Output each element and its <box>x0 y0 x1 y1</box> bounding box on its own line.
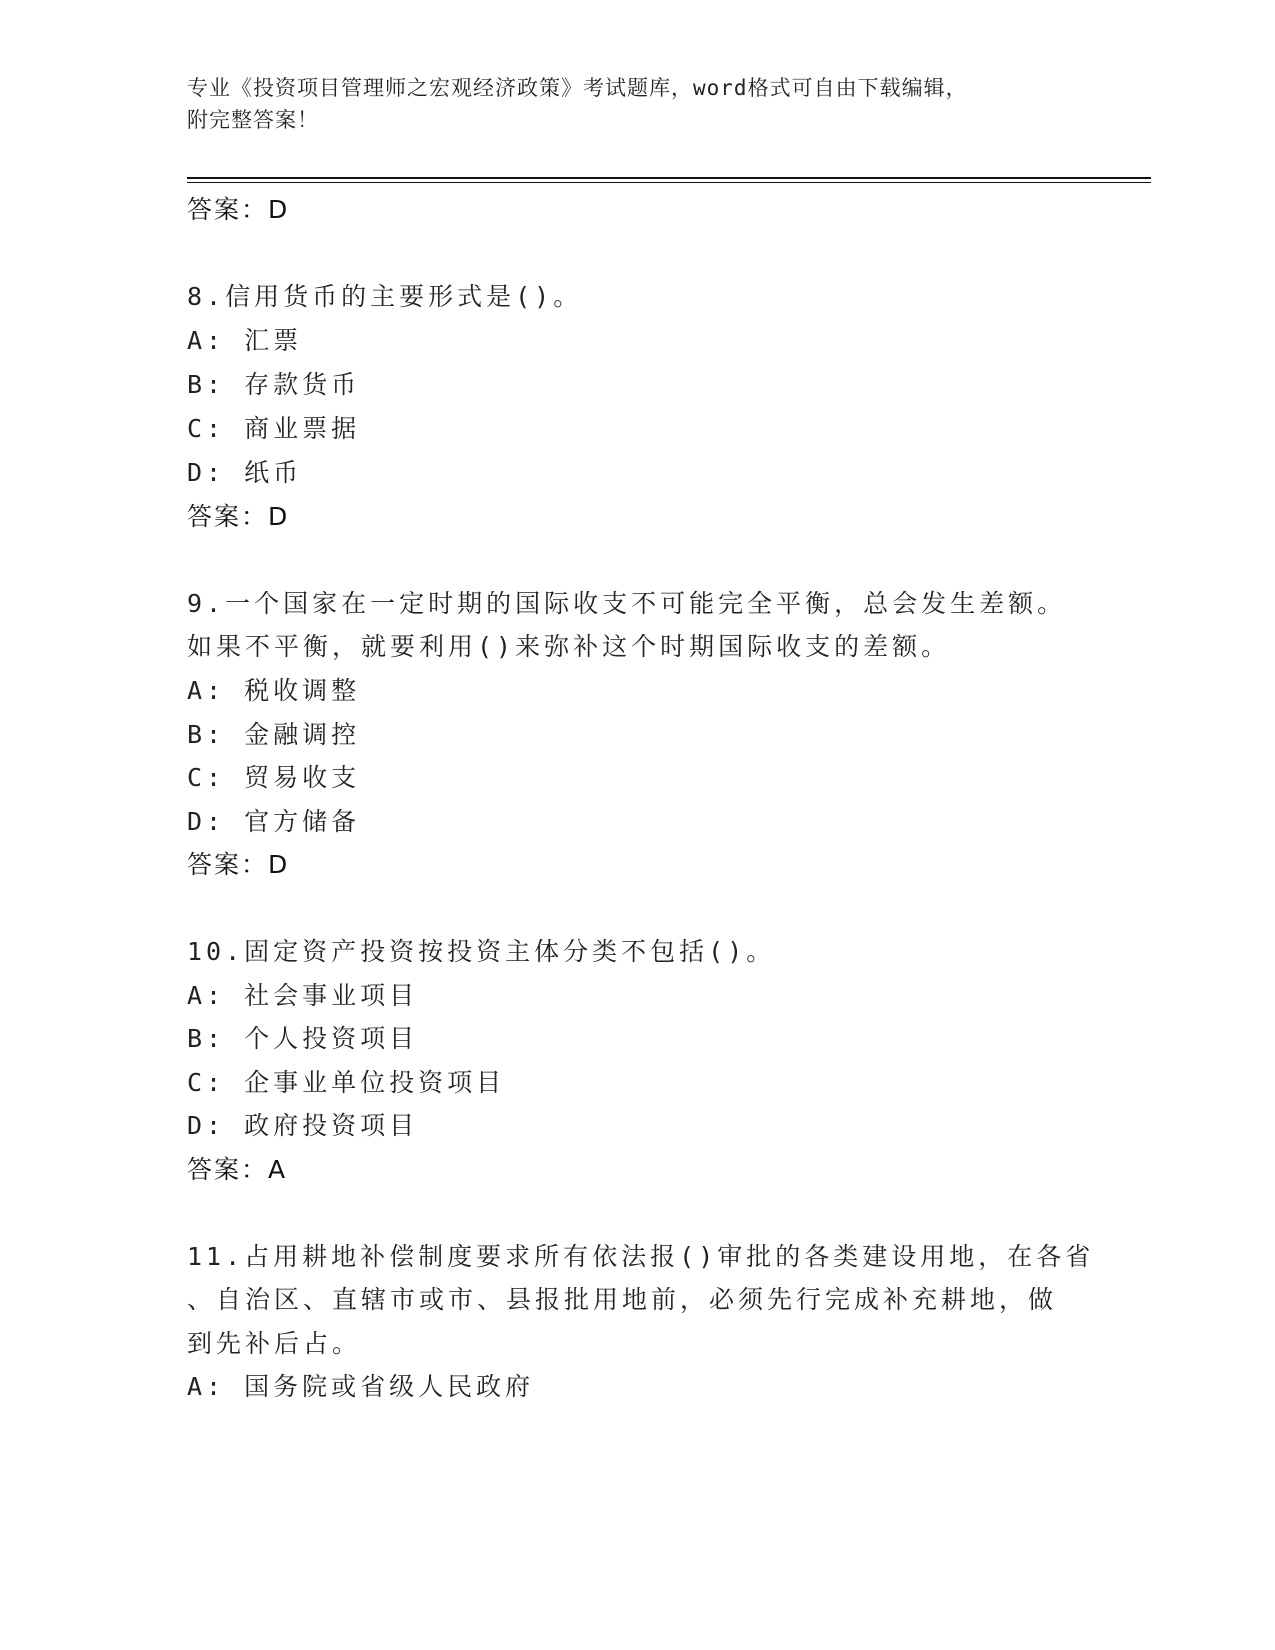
header-divider-thick <box>187 177 1151 179</box>
question-9-stem-line-1: 9.一个国家在一定时期的国际收支不可能完全平衡，总会发生差额。 <box>187 589 1067 618</box>
question-11-stem-line-1: 11.占用耕地补偿制度要求所有依法报()审批的各类建设用地，在各省 <box>187 1242 1095 1271</box>
question-10-option-d: D: 政府投资项目 <box>187 1111 419 1140</box>
question-8-stem: 8.信用货币的主要形式是()。 <box>187 282 583 311</box>
question-10-option-a: A: 社会事业项目 <box>187 981 419 1010</box>
question-10-stem: 10.固定资产投资按投资主体分类不包括()。 <box>187 937 776 966</box>
header-line-2: 附完整答案！ <box>187 108 319 132</box>
question-9-stem-line-2: 如果不平衡，就要利用()来弥补这个时期国际收支的差额。 <box>187 632 951 661</box>
question-8-option-d: D: 纸币 <box>187 458 303 487</box>
question-9-answer: 答案：D <box>187 850 290 879</box>
question-11-stem-line-3: 到先补后占。 <box>187 1329 362 1358</box>
question-11-stem-line-2: 、自治区、直辖市或市、县报批用地前，必须先行完成补充耕地，做 <box>187 1285 1058 1314</box>
question-8-answer: 答案：D <box>187 502 290 531</box>
question-11-option-a: A: 国务院或省级人民政府 <box>187 1372 535 1401</box>
question-8-option-b: B: 存款货币 <box>187 370 361 399</box>
question-9-option-d: D: 官方储备 <box>187 807 361 836</box>
question-9-option-c: C: 贸易收支 <box>187 763 361 792</box>
previous-answer: 答案：D <box>187 195 290 224</box>
question-10-answer: 答案：A <box>187 1155 288 1184</box>
header-divider-thin <box>187 182 1151 183</box>
question-10-option-b: B: 个人投资项目 <box>187 1024 419 1053</box>
question-8-option-c: C: 商业票据 <box>187 414 361 443</box>
question-9-option-b: B: 金融调控 <box>187 720 361 749</box>
question-10-option-c: C: 企事业单位投资项目 <box>187 1068 506 1097</box>
question-9-option-a: A: 税收调整 <box>187 676 361 705</box>
question-8-option-a: A: 汇票 <box>187 326 303 355</box>
document-header <box>187 72 1087 136</box>
header-line-1: 专业《投资项目管理师之宏观经济政策》考试题库，word格式可自由下载编辑， <box>187 76 968 100</box>
